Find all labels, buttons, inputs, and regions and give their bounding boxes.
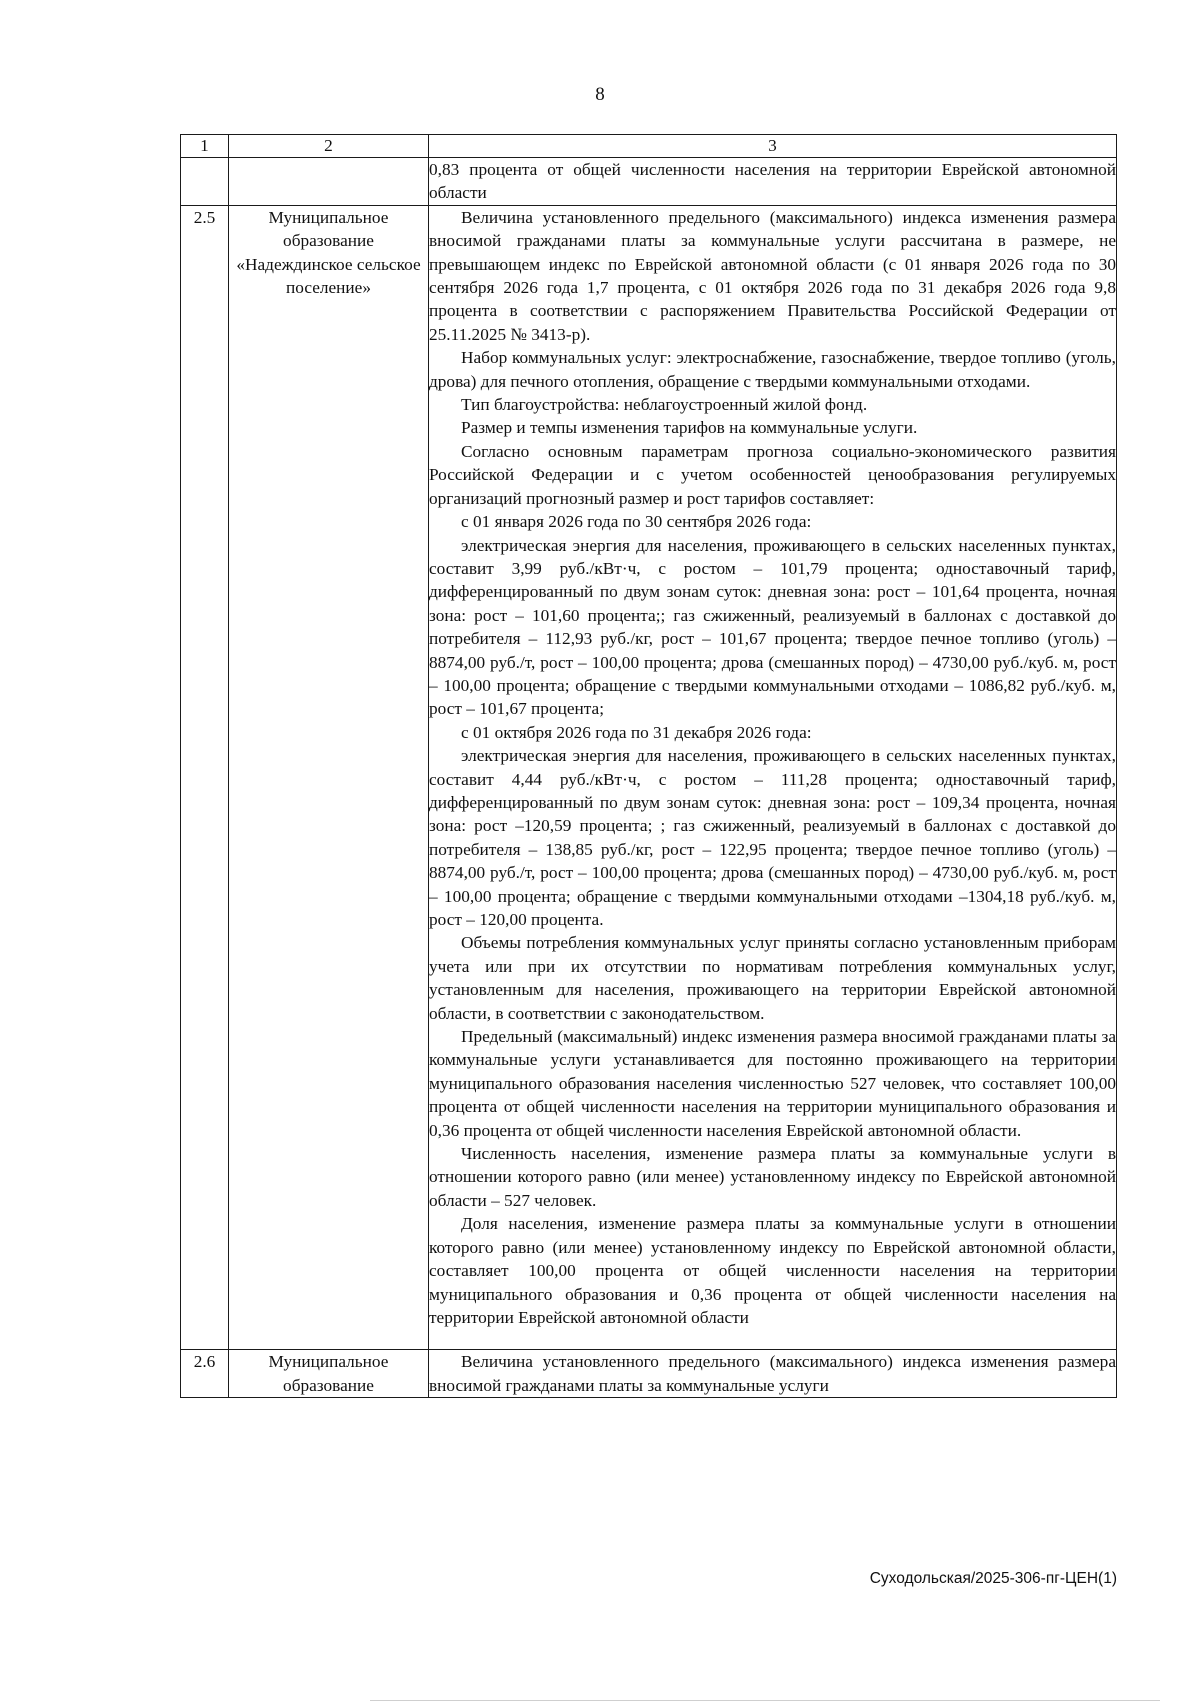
paragraph: Доля населения, изменение размера платы за коммунальные услуги в отношении которого равно (или менее) установленному индексу по Еврейской автономной области, составляет 100,00 процента от общей численности населения на территории муниципального образования и 0,36 процента от общей численности населения на территории Еврейской автономной области <box>429 1214 1116 1327</box>
spacer <box>429 1329 1116 1349</box>
paragraph: Численность населения, изменение размера платы за коммунальные услуги в отношении которого равно (или менее) установленному индексу по Еврейской автономной области – 527 человек. <box>429 1144 1116 1210</box>
scan-edge-line <box>370 1700 1160 1701</box>
continuation-paragraph: 0,83 процента от общей численности населения на территории Еврейской автономной области <box>429 160 1116 203</box>
municipality-name: Муниципальное образование «Надеждинское сельское поселение» <box>229 205 429 1350</box>
tariff-table <box>180 134 1117 1398</box>
paragraph: Величина установленного предельного (максимального) индекса изменения размера вносимой гражданами платы за коммунальные услуги рассчитана в размере, не превышающем индекс по Еврейской автономной области (с 01 января 2026 года по 30 сентября 2026 года 1,7 процента, с 01 октября 2026 года по 31 декабря 2026 года 9,8 процента в соответствии с распоряжением Правительства Российской Федерации от 25.11.2025 № 3413-р). <box>429 207 1116 344</box>
header-col-2: 2 <box>229 135 429 158</box>
paragraph: электрическая энергия для населения, проживающего в сельских населенных пунктах, составит 4,44 руб./кВт·ч, с ростом – 111,28 процента; одноставочный тариф, дифференцированный по двум зонам суток: дневная зона: рост – 109,34 процента, ночная зона: рост –120,59 процента; ; газ сжиженный, реализуемый в баллонах с доставкой до потребителя – 138,85 руб./кг, рост – 122,95 процента; твердое печное топливо (уголь) – 8874,00 руб./т, рост – 100,00 процента; дрова (смешанных пород) – 4730,00 руб./куб. м, рост – 100,00 процента; обращение с твердыми коммунальными отходами –1304,18 руб./куб. м, рост – 120,00 процента. <box>429 746 1116 929</box>
row-description <box>429 1350 1117 1398</box>
header-col-3: 3 <box>429 135 1117 158</box>
paragraph: электрическая энергия для населения, проживающего в сельских населенных пунктах, составит 3,99 руб./кВт·ч, с ростом – 101,79 процента; одноставочный тариф, дифференцированный по двум зонам суток: дневная зона: рост – 101,64 процента, ночная зона: рост – 101,60 процента;; газ сжиженный, реализуемый в баллонах с доставкой до потребителя – 112,93 руб./кг, рост – 101,67 процента; твердое печное топливо (уголь) – 8874,00 руб./т, рост – 100,00 процента; дрова (смешанных пород) – 4730,00 руб./куб. м, рост – 100,00 процента; обращение с твердыми коммунальными отходами – 1086,82 руб./куб. м, рост – 101,67 процента; <box>429 535 1116 719</box>
paragraph: с 01 октября 2026 года по 31 декабря 2026 года: <box>461 722 812 742</box>
paragraph: Объемы потребления коммунальных услуг приняты согласно установленным приборам учета или при их отсутствии по нормативам потребления коммунальных услуг, установленным для населения, проживающего на территории Еврейской автономной области, в соответствии с законодательством. <box>429 933 1116 1023</box>
paragraph: Величина установленного предельного (максимального) индекса изменения размера вносимой гражданами платы за коммунальные услуги <box>429 1352 1116 1395</box>
table-row-2-6 <box>181 1350 1117 1398</box>
cell-continuation-text <box>429 158 1117 206</box>
row-description <box>429 205 1117 1350</box>
document-footer-code: Суходольская/2025-306-пг-ЦЕН(1) <box>869 1570 1117 1587</box>
table-row-continuation <box>181 158 1117 206</box>
row-number: 2.6 <box>181 1350 229 1398</box>
page-number: 8 <box>595 84 605 105</box>
header-col-1: 1 <box>181 135 229 158</box>
paragraph: Набор коммунальных услуг: электроснабжение, газоснабжение, твердое топливо (уголь, дрова) для печного отопления, обращение с твердыми коммунальными отходами. <box>429 348 1116 391</box>
paragraph: Размер и темпы изменения тарифов на коммунальные услуги. <box>461 418 918 438</box>
paragraph: Предельный (максимальный) индекс изменения размера вносимой гражданами платы за коммунальные услуги устанавливается для постоянно проживающего на территории муниципального образования населения численностью 527 человек, что составляет 100,00 процента от общей численности населения на территории муниципального образования и 0,36 процента от общей численности населения Еврейской автономной области. <box>429 1027 1116 1140</box>
table-row-2-5 <box>181 205 1117 1350</box>
municipality-name: Муниципальное образование <box>229 1350 429 1398</box>
paragraph: Тип благоустройства: неблагоустроенный жилой фонд. <box>461 395 868 415</box>
row-number: 2.5 <box>181 205 229 1350</box>
paragraph: с 01 января 2026 года по 30 сентября 2026 года: <box>461 512 812 532</box>
cell-empty <box>181 158 229 206</box>
table-header-row <box>181 135 1117 158</box>
paragraph: Согласно основным параметрам прогноза социально-экономического развития Российской Федерации и с учетом особенностей ценообразования регулируемых организаций прогнозный размер и рост тарифов составляет: <box>429 441 1116 508</box>
cell-empty <box>229 158 429 206</box>
